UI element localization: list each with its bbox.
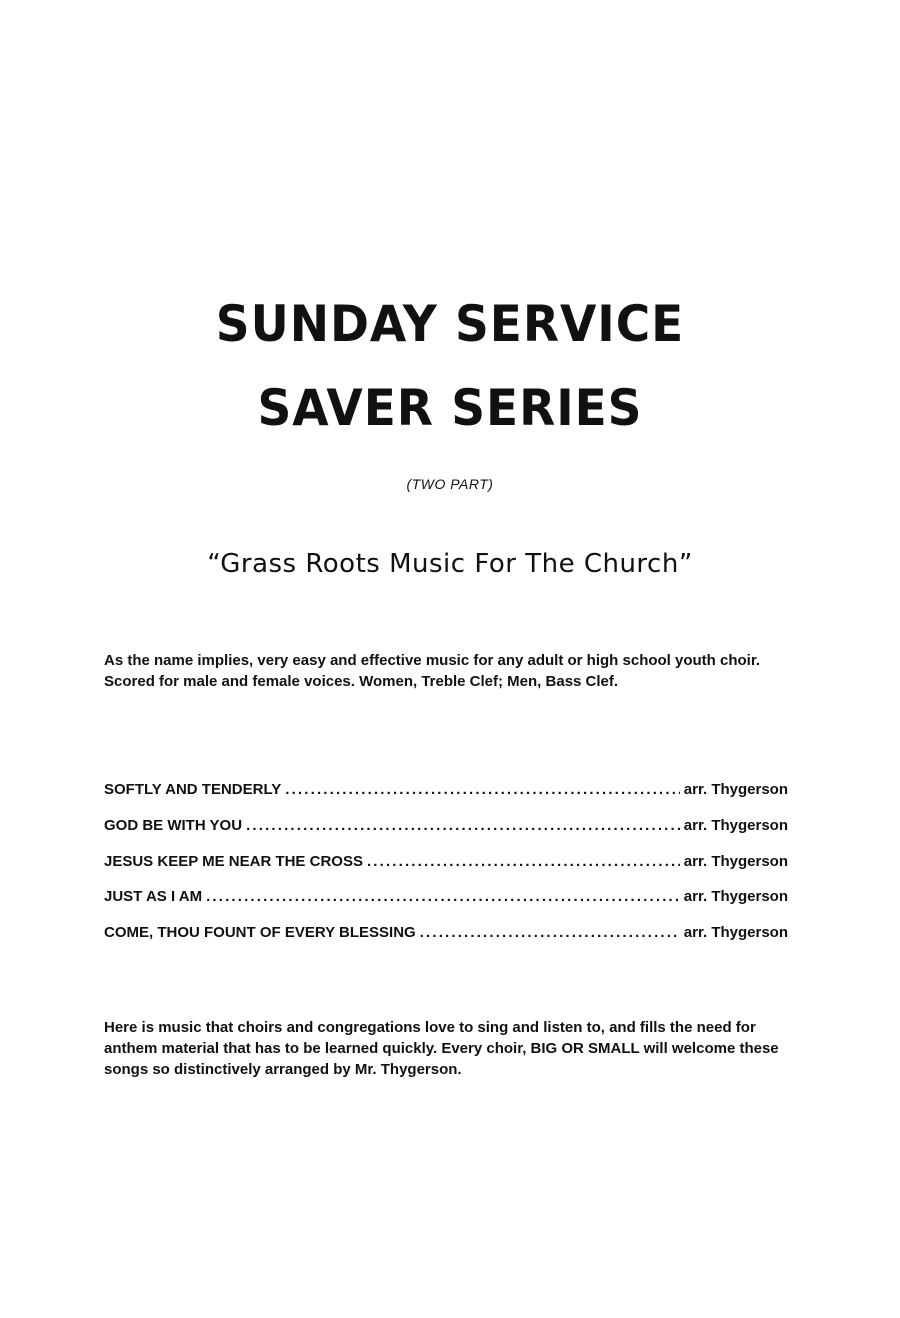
intro-paragraph: As the name implies, very easy and effective music for any adult or high school youth choir. Scored for male and female voices. Women, Treble Clef; Men, Bass Clef. <box>104 652 761 690</box>
list-item <box>104 853 788 889</box>
dot-leader <box>246 817 680 834</box>
song-arranger: arr. Thygerson <box>683 888 788 906</box>
dot-leader <box>206 888 680 905</box>
dot-leader <box>367 853 680 870</box>
song-arranger: arr. Thygerson <box>683 924 788 942</box>
song-arranger: arr. Thygerson <box>683 781 788 798</box>
title-line-2: SAVER SERIES <box>257 379 643 437</box>
song-title: GOD BE WITH YOU <box>104 816 243 834</box>
song-arranger: arr. Thygerson <box>683 852 788 870</box>
list-item <box>104 888 788 924</box>
closing-paragraph: Here is music that choirs and congregations love to sing and listen to, and fills the need for anthem material that has to be learned quickly. Every choir, BIG OR SMALL will welcome these songs so distinctively arranged by Mr. Thygerson. <box>104 1019 779 1078</box>
song-title: COME, THOU FOUNT OF EVERY BLESSING <box>104 924 416 942</box>
song-title: JUST AS I AM <box>104 888 203 906</box>
song-title: SOFTLY AND TENDERLY <box>104 781 282 798</box>
subtitle: (TWO PART) <box>406 476 494 492</box>
dot-leader <box>420 924 680 941</box>
song-title: JESUS KEEP ME NEAR THE CROSS <box>104 852 363 870</box>
title-line-1: SUNDAY SERVICE <box>215 295 685 353</box>
list-item <box>104 924 788 960</box>
list-item <box>104 781 788 817</box>
tagline: “Grass Roots Music For The Church” <box>207 549 693 579</box>
song-list <box>104 781 788 960</box>
song-arranger: arr. Thygerson <box>683 816 788 834</box>
page-title <box>0 282 900 450</box>
list-item <box>104 817 788 853</box>
dot-leader <box>285 781 680 798</box>
